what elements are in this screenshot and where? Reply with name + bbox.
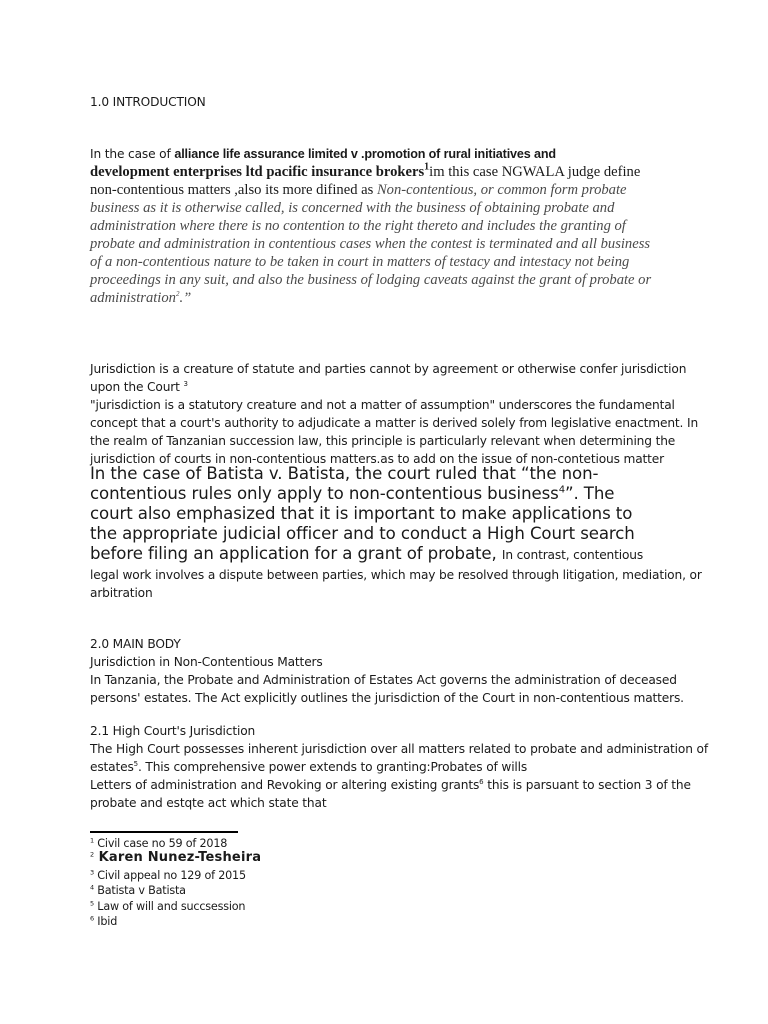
italic-line-5: proceedings in any suit, and also the business of lodging caveats against the grant of probate or — [90, 272, 652, 288]
footnote-2 — [90, 850, 261, 865]
intro-line-1 — [90, 145, 730, 163]
case-name-part-1: alliance life assurance limited v .promotion of rural initiatives and — [174, 147, 556, 161]
quote-line-2: concept that a court's authority to adjudicate a matter is derived solely from legislative enactment. In — [90, 416, 699, 430]
intro-line-2 — [90, 163, 730, 181]
footnote-ref-6: 6 — [479, 777, 484, 786]
batista-paragraph — [90, 464, 750, 564]
high-court-line-4: probate and estqte act which state that — [90, 796, 327, 810]
footnote-text-5: Law of will and succsession — [93, 900, 246, 913]
intro-line-3 — [90, 181, 730, 199]
high-court-line-1: The High Court possesses inherent jurisdiction over all matters related to probate and administration of — [90, 742, 708, 756]
quote-line-4: jurisdiction of courts in non-contentious matters.as to add on the issue of non-contetious matter — [90, 452, 665, 466]
jurisdiction-line-2-text: upon the Court — [90, 380, 184, 394]
main-body-heading: 2.0 MAIN BODY — [90, 637, 181, 651]
intro-line-3a: non-contentious matters ,also its more difined as — [90, 182, 377, 198]
batista-line-2b: ”. The — [564, 484, 615, 503]
footnote-text-1: Civil case no 59 of 2018 — [93, 837, 228, 850]
quote-line-3: the realm of Tanzanian succession law, this principle is particularly relevant when determining the — [90, 434, 676, 448]
footnote-text-2: Karen Nunez-Tesheira — [93, 850, 262, 865]
batista-line-5-text: before filing an application for a grant of probate, — [90, 544, 502, 563]
footnote-mark-4: 4 — [90, 883, 94, 892]
batista-line-5 — [90, 544, 750, 564]
case-prefix: In the case of — [90, 147, 175, 161]
footnote-text-3: Civil appeal no 129 of 2015 — [93, 869, 246, 882]
high-court-line-3b: this is parsuant to section 3 of the — [483, 778, 691, 792]
footnote-5 — [90, 899, 245, 914]
main-body-line-1: In Tanzania, the Probate and Administration of Estates Act governs the administration of deceased — [90, 673, 677, 687]
footnote-ref-3: 3 — [183, 379, 188, 388]
footnote-ref-4: 4 — [558, 484, 565, 496]
footnote-mark-3: 3 — [90, 868, 94, 877]
footnote-3 — [90, 868, 246, 883]
footnote-mark-2: 2 — [90, 850, 94, 859]
footnote-ref-5: 5 — [133, 759, 138, 768]
quote-line-1: "jurisdiction is a statutory creature and not a matter of assumption" underscores the fundamental — [90, 398, 675, 412]
jurisdiction-line-2 — [90, 378, 730, 396]
italic-last: administration — [90, 290, 176, 306]
footnote-mark-6: 6 — [90, 914, 94, 923]
case-continuation: im this case NGWALA judge define — [429, 164, 641, 180]
intro-line-3b: Non-contentious, or common form probate — [376, 182, 627, 198]
main-body-section — [90, 635, 730, 707]
batista-line-1: In the case of Batista v. Batista, the court ruled that “the non- — [90, 464, 599, 483]
main-body-line-2: persons' estates. The Act explicitly outlines the jurisdiction of the Court in non-contentious matters. — [90, 691, 684, 705]
batista-line-2 — [90, 484, 750, 504]
high-court-line-2a: estates — [90, 760, 134, 774]
high-court-line-2 — [90, 758, 730, 776]
high-court-heading: 2.1 High Court's Jurisdiction — [90, 724, 256, 738]
footnote-1 — [90, 836, 227, 851]
contrast-line-c: arbitration — [90, 586, 153, 600]
batista-line-2a: contentious rules only apply to non-contentious business — [90, 484, 559, 503]
batista-line-3: court also emphasized that it is important to make applications to — [90, 504, 633, 523]
footnote-mark-5: 5 — [90, 899, 94, 908]
italic-line-2: administration where there is no contention to the right thereto and includes the granting of — [90, 218, 626, 234]
italic-line-1: business as it is otherwise called, is concerned with the business of obtaining probate and — [90, 200, 615, 216]
contrast-line-b: legal work involves a dispute between parties, which may be resolved through litigation, mediation, or — [90, 568, 702, 582]
intro-heading: 1.0 INTRODUCTION — [90, 95, 206, 109]
main-body-subheading: Jurisdiction in Non-Contentious Matters — [90, 655, 323, 669]
italic-line-6 — [90, 289, 730, 307]
footnote-separator — [90, 831, 238, 833]
intro-paragraph — [90, 145, 730, 307]
footnote-4 — [90, 883, 186, 898]
italic-line-3: probate and administration in contentious cases when the contest is terminated and all business — [90, 236, 651, 252]
jurisdiction-line-1: Jurisdiction is a creature of statute and parties cannot by agreement or otherwise confer jurisdiction — [90, 362, 687, 376]
footnote-ref-1: 1 — [424, 161, 430, 173]
case-name-part-2: development enterprises ltd pacific insurance brokers — [90, 164, 425, 180]
high-court-line-3a: Letters of administration and Revoking or altering existing grants — [90, 778, 480, 792]
italic-end: .” — [179, 290, 192, 306]
contrast-line-a: In contrast, contentious — [501, 548, 644, 562]
footnote-text-4: Batista v Batista — [93, 884, 186, 897]
footnote-text-6: Ibid — [93, 915, 118, 928]
footnote-ref-2: 2 — [175, 290, 180, 299]
high-court-section — [90, 722, 730, 812]
batista-line-4: the appropriate judicial officer and to conduct a High Court search — [90, 524, 635, 543]
footnote-6 — [90, 914, 117, 929]
italic-line-4: of a non-contentious nature to be taken in court in matters of testacy and intestacy not being — [90, 254, 630, 270]
high-court-line-2b: . This comprehensive power extends to granting:Probates of wills — [137, 760, 528, 774]
footnote-mark-1: 1 — [90, 836, 94, 845]
jurisdiction-paragraph — [90, 360, 730, 468]
contrast-paragraph — [90, 566, 730, 602]
high-court-line-3 — [90, 776, 730, 794]
